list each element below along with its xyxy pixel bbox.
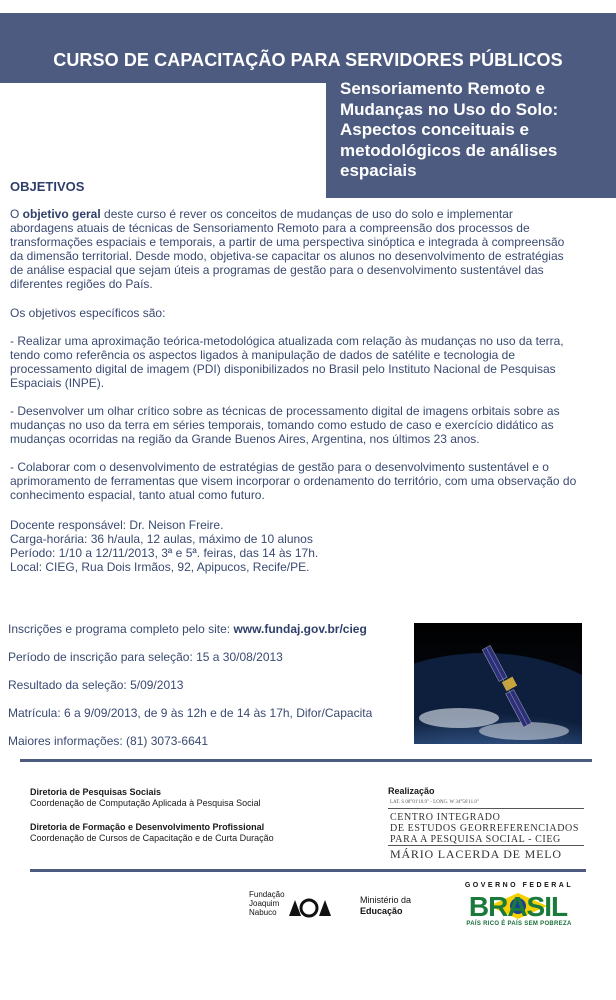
brasil-logo-word: BRASIL [468, 891, 568, 921]
especificos-label: Os objetivos específicos são: [10, 306, 166, 320]
paragraph-line: - Desenvolver um olhar crítico sobre as técnicas de processamento digital de imagens orbitais sobre as [10, 404, 560, 418]
site-prefix: Inscrições e programa completo pelo site: [8, 622, 234, 636]
mec-logo [360, 895, 411, 917]
site-link[interactable]: www.fundaj.gov.br/cieg [233, 622, 367, 636]
paragraph-line: abordagens atuais de técnicas de Sensoriamento Remoto para a compreensão dos processos de [10, 221, 530, 235]
cieg-line: PARA A PESQUISA SOCIAL - CIEG [390, 834, 561, 845]
carga-horaria-line: Carga-horária: 36 h/aula, 12 aulas, máximo de 10 alunos [10, 532, 313, 546]
intro-prefix: O [10, 207, 23, 221]
intro-line: deste curso é rever os conceitos de mudanças de uso do solo e implementar [100, 207, 513, 221]
paragraph-line: mudanças ocorridas na região da Grande Buenos Aires, Argentina, nos últimos 23 anos. [10, 432, 480, 446]
fundaj-line: Joaquim [249, 899, 280, 908]
cieg-line: DE ESTUDOS GEORREFERENCIADOS [390, 823, 580, 834]
gov-federal-label: GOVERNO FEDERAL [464, 882, 574, 889]
cieg-line: CENTRO INTEGRADO [390, 812, 501, 823]
mec-line: Educação [360, 906, 403, 916]
local-line: Local: CIEG, Rua Dois Irmãos, 92, Apipucos, Recife/PE. [10, 560, 310, 574]
paragraph-line: conhecimento espacial, tanto atual como futuro. [10, 488, 265, 502]
page-title: CURSO DE CAPACITAÇÃO PARA SERVIDORES PÚBLICOS [53, 50, 563, 70]
paragraph-line: da dimensão territorial. Desde modo, objetiva-se capacitar os alunos no desenvolvimento de estratégias [10, 249, 564, 263]
fundaj-logo-text [249, 890, 285, 917]
fundaj-line: Nabuco [249, 908, 277, 917]
periodo-line: Período: 1/10 a 12/11/2013, 3ª e 5ª. feiras, das 14 às 17h. [10, 546, 319, 560]
course-subtitle [340, 79, 606, 182]
cieg-coordinates: LAT. S 08°01'10.9" - LONG. W 34°56'11.0" [390, 800, 479, 805]
fundaj-logo-icon [287, 896, 335, 918]
objetivo-geral-paragraph [10, 207, 610, 291]
diretoria-title: Diretoria de Pesquisas Sociais [30, 787, 162, 797]
coordenacao-sub: Coordenação de Computação Aplicada à Pesquisa Social [30, 798, 261, 808]
paragraph-line: diferentes regiões do País. [10, 277, 153, 291]
fundaj-line: Fundação [249, 890, 285, 899]
docente-line: Docente responsável: Dr. Neison Freire. [10, 518, 224, 532]
diretoria-formacao [30, 822, 274, 844]
periodo-inscricao-line: Período de inscrição para seleção: 15 a 30/08/2013 [8, 650, 283, 664]
paragraph-line: transformações espaciais e temporais, a partir de uma perspectiva sinóptica e integrada à compreensão [10, 235, 565, 249]
informacoes-line: Maiores informações: (81) 3073-6641 [8, 734, 209, 748]
paragraph-line: - Colaborar com o desenvolvimento de estratégias de gestão para o desenvolvimento sustentável e o [10, 460, 549, 474]
matricula-line: Matrícula: 6 a 9/09/2013, de 9 às 12h e de 14 às 17h, Difor/Capacita [8, 706, 373, 720]
objetivos-heading: OBJETIVOS [10, 179, 85, 194]
inscricoes-line [8, 622, 367, 636]
cieg-rule [388, 845, 584, 846]
paragraph-line: tendo como referência os aspectos ligados à manipulação de dados de satélite e tecnologia de [10, 348, 516, 362]
cieg-rule [388, 808, 584, 809]
footer-divider [20, 759, 592, 762]
objetivo-item-2 [10, 404, 610, 446]
objetivo-item-1 [10, 334, 610, 390]
realizacao-label: Realização [388, 786, 435, 796]
subtitle-line: Sensoriamento Remoto e [340, 79, 545, 98]
footer-divider [30, 869, 586, 872]
paragraph-line: - Realizar uma aproximação teórica-metodológica atualizada com relação às mudanças no uso da terra, [10, 334, 564, 348]
coordenacao-sub: Coordenação de Cursos de Capacitação e de Curta Duração [30, 833, 274, 843]
intro-bold: objetivo geral [22, 207, 101, 221]
diretoria-title: Diretoria de Formação e Desenvolvimento Profissional [30, 822, 265, 832]
gov-slogan: PAÍS RICO É PAÍS SEM POBREZA [466, 921, 572, 927]
subtitle-line: metodológicos de análises [340, 140, 558, 160]
objetivo-item-3 [10, 460, 610, 502]
mec-line: Ministério da [360, 895, 412, 905]
satellite-photo [414, 623, 582, 744]
paragraph-line: mudanças no uso da terra em séries temporais, tomando como estudo de caso e exercício didático as [10, 418, 554, 432]
course-subtitle-box [326, 71, 616, 198]
paragraph-line: aprimoramento de ferramentas que visem incorporar o ordenamento do território, com uma observação do [10, 474, 577, 488]
subtitle-line: Mudanças no Uso do Solo: [340, 99, 559, 119]
paragraph-line: de análise espacial que sejam úteis a programas de gestão para o desenvolvimento sustentável das [10, 263, 544, 277]
cieg-name: MÁRIO LACERDA DE MELO [390, 847, 562, 861]
subtitle-line: Aspectos conceituais e [340, 120, 529, 139]
diretoria-pesquisas [30, 787, 261, 809]
paragraph-line: processamento digital de imagem (PDI) disponibilizados no Brasil pelo Instituto Nacional de Pesquisas [10, 362, 556, 376]
brasil-logo-icon [447, 891, 589, 921]
paragraph-line: Espaciais (INPE). [10, 376, 105, 390]
subtitle-line: espaciais [340, 161, 417, 180]
resultado-line: Resultado da seleção: 5/09/2013 [8, 678, 184, 692]
paragraph-line [10, 207, 610, 221]
course-info [10, 518, 610, 574]
